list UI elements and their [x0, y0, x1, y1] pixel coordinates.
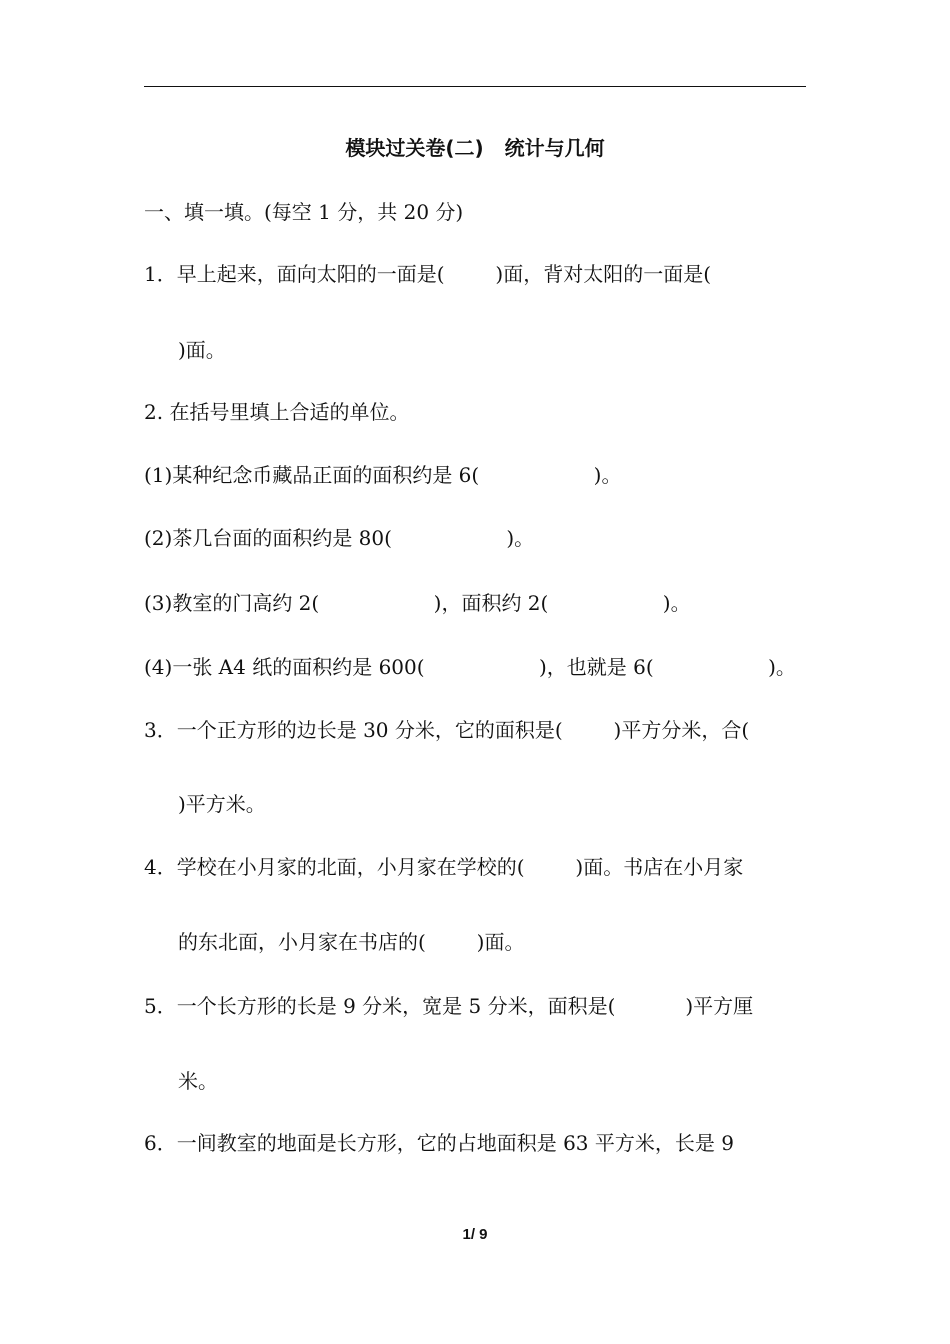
question-2-sub-4: (4)一张 A4 纸的面积约是 600( )，也就是 6( )。 [144, 655, 796, 679]
header-rule [144, 86, 806, 87]
question-3-line-2: )平方米。 [178, 792, 266, 816]
question-2-sub-3: (3)教室的门高约 2( )，面积约 2( )。 [144, 591, 691, 615]
question-5-line-2: 米。 [178, 1069, 218, 1093]
page-number: 1/ 9 [462, 1226, 488, 1243]
question-3-line-1: 3．一个正方形的边长是 30 分米，它的面积是( )平方分米，合( [144, 718, 750, 742]
question-4-line-2: 的东北面，小月家在书店的( )面。 [178, 930, 525, 954]
question-6-line-1: 6．一间教室的地面是长方形，它的占地面积是 63 平方米，长是 9 [144, 1131, 734, 1155]
page-title: 模块过关卷(二) 统计与几何 [345, 136, 605, 160]
question-5-line-1: 5．一个长方形的长是 9 分米，宽是 5 分米，面积是( )平方厘 [144, 994, 754, 1018]
question-1-line-2: )面。 [178, 338, 226, 362]
question-2-stem: 2. 在括号里填上合适的单位。 [144, 400, 410, 424]
question-2-sub-2: (2)茶几台面的面积约是 80( )。 [144, 526, 535, 550]
section-heading: 一、填一填。(每空 1 分，共 20 分) [144, 200, 464, 224]
question-1-line-1: 1．早上起来，面向太阳的一面是( )面，背对太阳的一面是( [144, 262, 711, 286]
question-4-line-1: 4．学校在小月家的北面，小月家在学校的( )面。书店在小月家 [144, 855, 744, 879]
question-2-sub-1: (1)某种纪念币藏品正面的面积约是 6( )。 [144, 463, 622, 487]
